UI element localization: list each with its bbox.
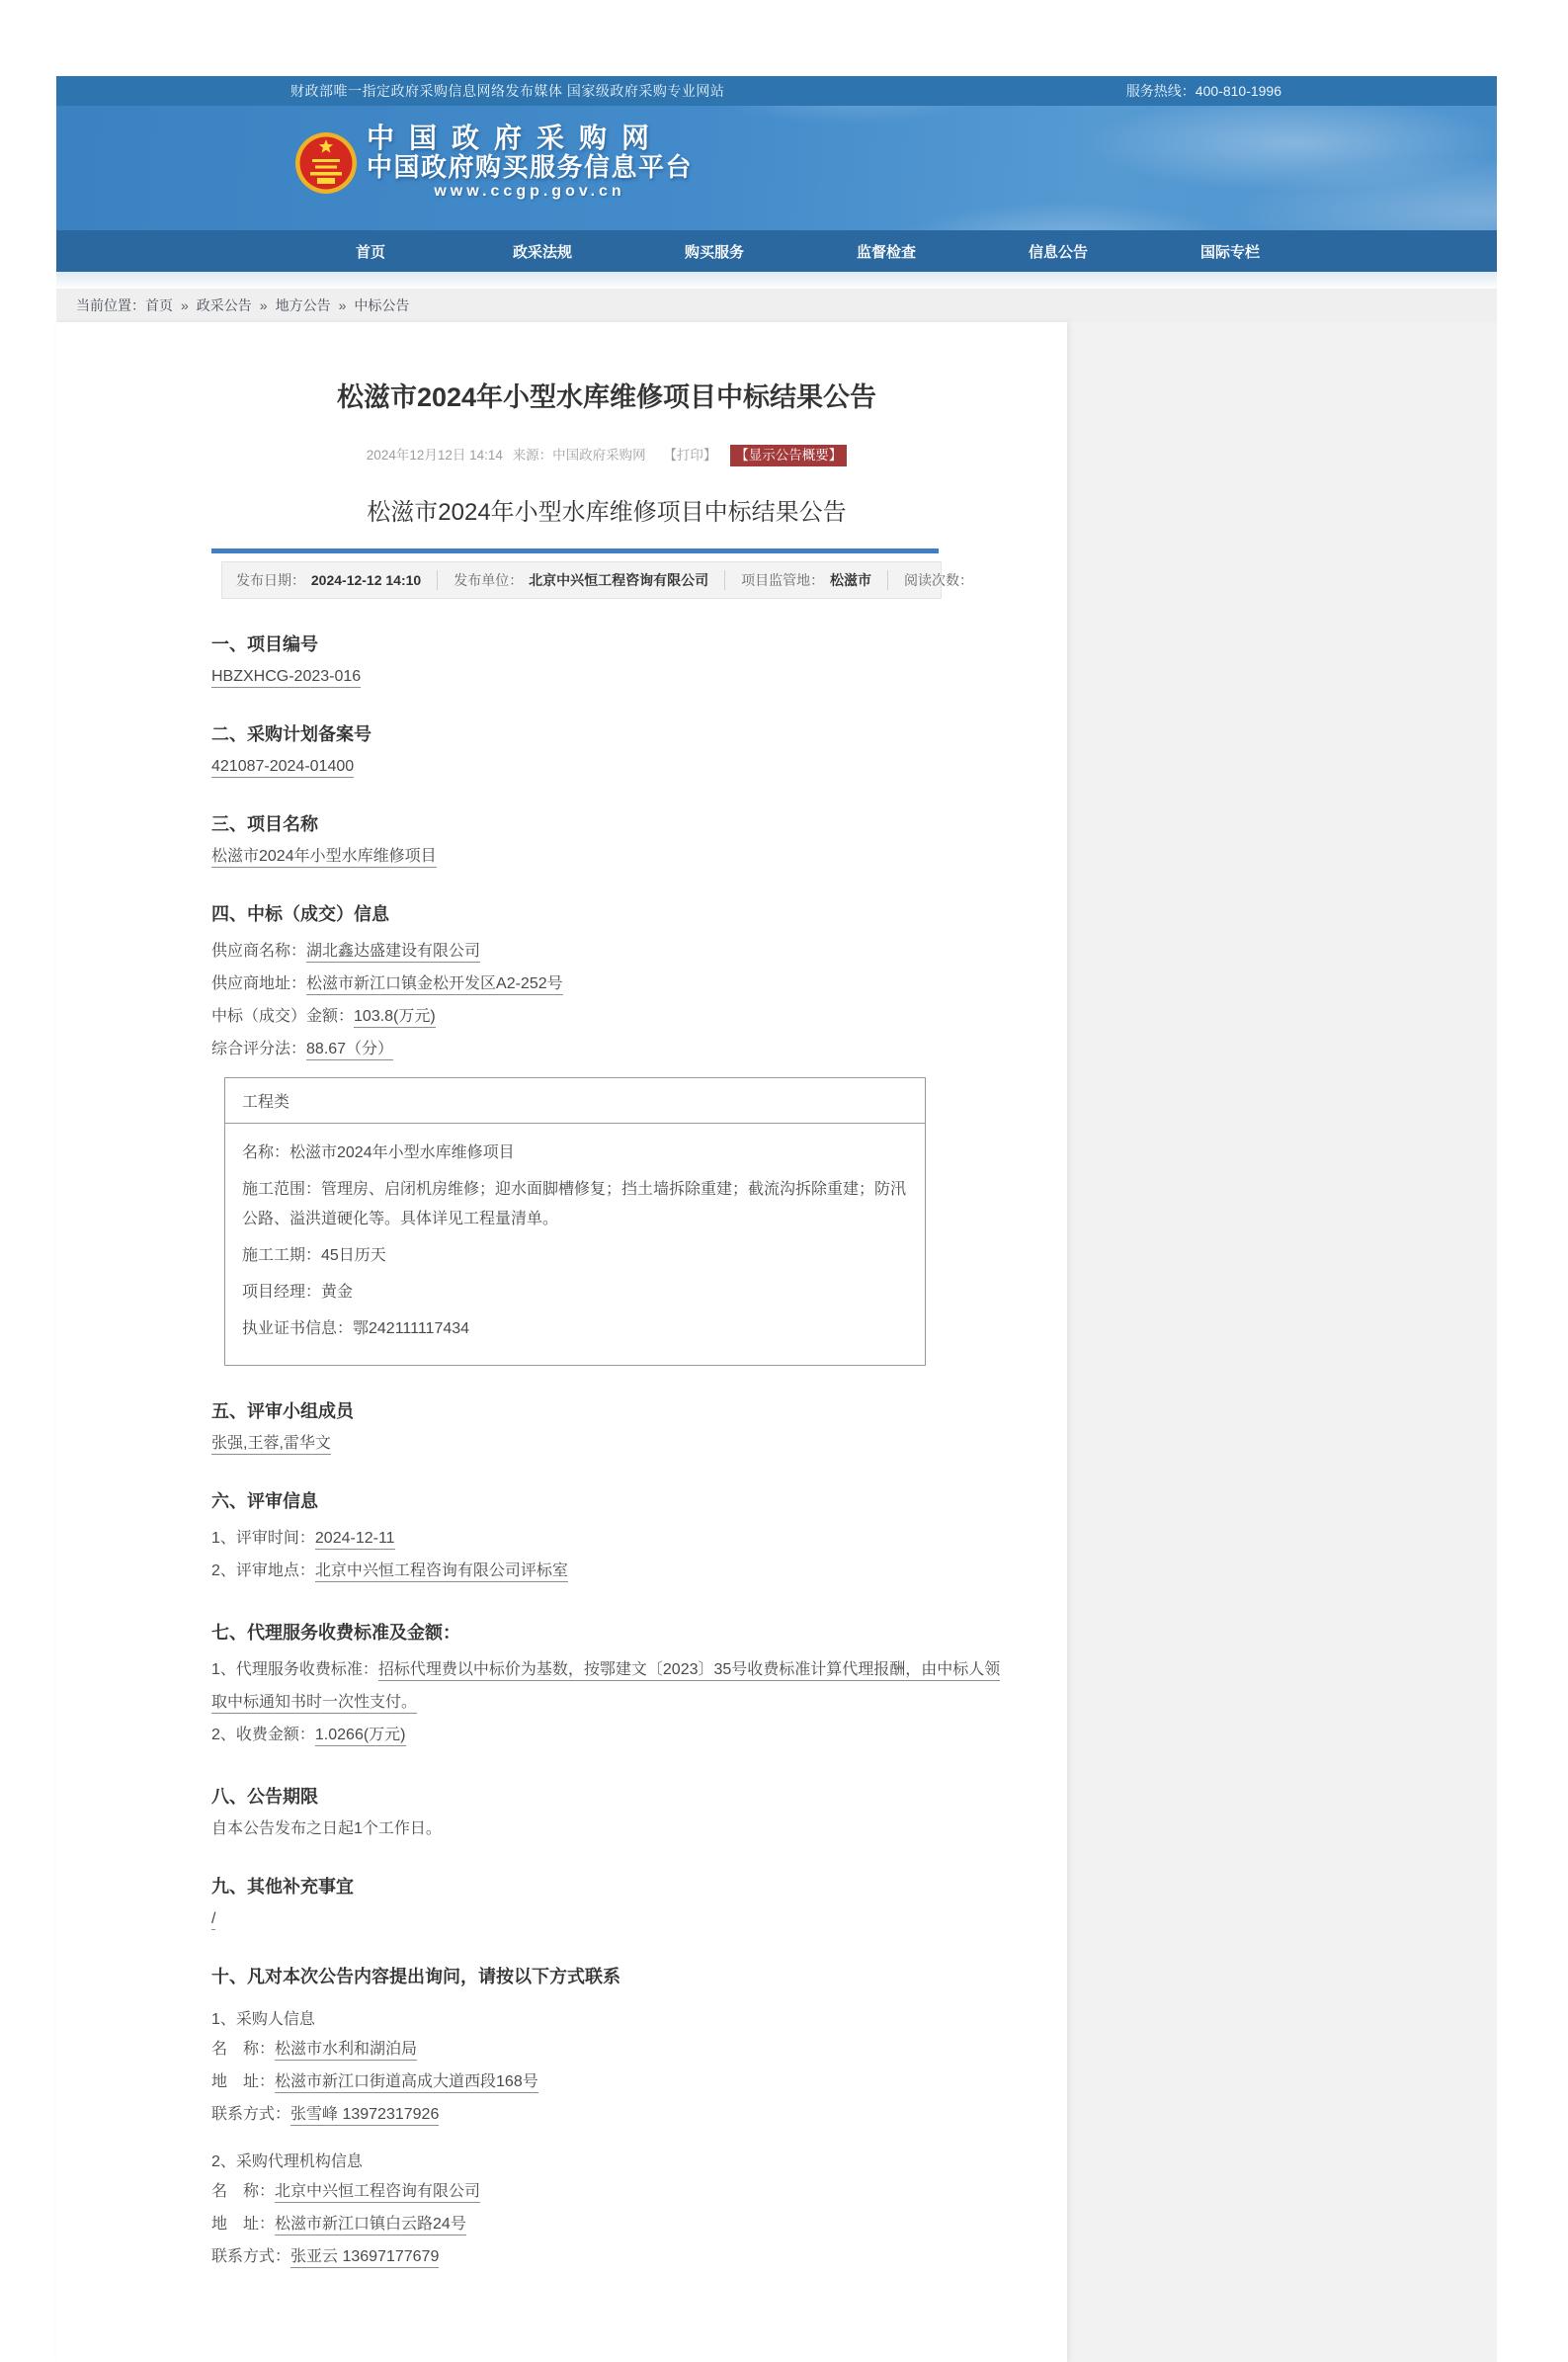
site-subtitle: 中国政府购买服务信息平台 — [367, 152, 694, 182]
breadcrumb-link-local-notices[interactable]: 地方公告 — [275, 297, 331, 313]
show-summary-button[interactable]: 【显示公告概要】 — [730, 445, 847, 466]
purchaser-contact-row: 联系方式：张雪峰 13972317926 — [211, 2098, 1002, 2131]
section-other-matters — [211, 1875, 1002, 1931]
score-row: 综合评分法：88.67（分） — [211, 1033, 1002, 1065]
review-time-value: 2024-12-11 — [315, 1530, 395, 1550]
fee-standard-value: 招标代理费以中标价为基数，按鄂建文〔2023〕35号收费标准计算代理报酬，由中标人领取中标通知书时一次性支付。 — [211, 1661, 1000, 1714]
purchaser-address-value: 松滋市新江口街道高成大道西段168号 — [275, 2073, 538, 2093]
section-project-name — [211, 812, 1002, 869]
section-heading: 四、中标（成交）信息 — [211, 904, 389, 924]
section-award-info — [211, 902, 1002, 1366]
plan-number-value: 421087-2024-01400 — [211, 758, 354, 778]
supplier-name-row: 供应商名称：湖北鑫达盛建设有限公司 — [211, 935, 1002, 968]
purchaser-name-row: 名 称：松滋市水利和湖泊局 — [211, 2033, 1002, 2066]
announcement-subtitle: 松滋市2024年小型水库维修项目中标结果公告 — [367, 499, 847, 526]
agency-address-row: 地 址：松滋市新江口镇白云路24号 — [211, 2208, 1002, 2240]
section-review-team — [211, 1399, 1002, 1456]
supplier-address-row: 供应商地址：松滋市新江口镇金松开发区A2-252号 — [211, 968, 1002, 1000]
review-place-value: 北京中兴恒工程咨询有限公司评标室 — [315, 1562, 568, 1582]
section-review-info — [211, 1489, 1002, 1587]
section-project-number — [211, 633, 1002, 689]
section-heading: 十、凡对本次公告内容提出询问，请按以下方式联系 — [211, 1967, 620, 1986]
notice-period-text: 自本公告发布之日起1个工作日。 — [211, 1820, 442, 1837]
agency-name-value: 北京中兴恒工程咨询有限公司 — [275, 2183, 480, 2203]
announcement-meta — [211, 444, 1002, 464]
nav-bottom-gradient — [56, 272, 1497, 289]
national-emblem-icon — [294, 131, 358, 195]
section-plan-number — [211, 722, 1002, 779]
page-container — [56, 76, 1497, 2362]
project-number-value: HBZXHCG-2023-016 — [211, 668, 361, 688]
main-nav — [56, 230, 1497, 272]
nav-item-regulations[interactable]: 政采法规 — [512, 243, 572, 261]
info-value: 松滋市 — [829, 572, 871, 588]
breadcrumb-link-procurement-notices[interactable]: 政采公告 — [196, 297, 252, 313]
section-heading: 一、项目编号 — [211, 634, 318, 654]
breadcrumb — [56, 289, 1497, 322]
purchaser-name-value: 松滋市水利和湖泊局 — [275, 2041, 417, 2061]
section-heading: 三、项目名称 — [211, 814, 318, 834]
source-label: 来源：中国政府采购网 — [512, 448, 646, 463]
site-url: www.ccgp.gov.cn — [434, 183, 625, 200]
breadcrumb-link-award-notices[interactable]: 中标公告 — [354, 297, 410, 313]
info-value: 2024-12-12 14:10 — [310, 572, 422, 588]
agency-name-row: 名 称：北京中兴恒工程咨询有限公司 — [211, 2175, 1002, 2208]
breadcrumb-separator: » — [181, 297, 189, 313]
info-value: 北京中兴恒工程咨询有限公司 — [529, 572, 709, 588]
project-name-value: 松滋市2024年小型水库维修项目 — [211, 848, 437, 868]
section-agency-fee — [211, 1621, 1002, 1751]
purchaser-group-title: 1、采购人信息 — [211, 2011, 315, 2028]
works-table-body — [225, 1124, 925, 1365]
page-gray-filler — [1067, 322, 1497, 2362]
nav-item-purchase-services[interactable]: 购买服务 — [684, 243, 744, 261]
agency-group-title: 2、采购代理机构信息 — [211, 2153, 363, 2170]
topbar — [56, 76, 1497, 106]
breadcrumb-link-home[interactable]: 首页 — [145, 297, 173, 313]
section-heading: 八、公告期限 — [211, 1787, 318, 1807]
breadcrumb-label: 当前位置： — [76, 297, 145, 313]
info-label: 发布日期： — [236, 572, 305, 588]
title-divider — [211, 548, 939, 553]
award-amount-row: 中标（成交）金额：103.8(万元) — [211, 1000, 1002, 1033]
info-label: 阅读次数： — [903, 572, 973, 588]
other-matters-value: / — [211, 1910, 215, 1930]
review-place-row: 2、评审地点：北京中兴恒工程咨询有限公司评标室 — [211, 1555, 1002, 1587]
print-button[interactable]: 【打印】 — [663, 448, 717, 463]
publish-datetime: 2024年12月12日 14:14 — [366, 448, 503, 463]
fee-amount-row: 2、收费金额：1.0266(万元) — [211, 1719, 1002, 1751]
section-heading: 六、评审信息 — [211, 1491, 318, 1511]
purchaser-contact-value: 张雪峰 13972317926 — [290, 2106, 439, 2126]
breadcrumb-separator: » — [259, 297, 268, 313]
review-time-row: 1、评审时间：2024-12-11 — [211, 1522, 1002, 1555]
site-title: 中国政府采购网 — [367, 123, 665, 153]
hotline-text: 服务热线：400-810-1996 — [1125, 83, 1281, 99]
works-table-line: 施工范围：管理房、启闭机房维修；迎水面脚槽修复；挡土墙拆除重建；截流沟拆除重建；防汛公路、溢洪道硬化等。具体详见工程量清单。 — [242, 1181, 907, 1227]
fee-standard-row: 1、代理服务收费标准：招标代理费以中标价为基数，按鄂建文〔2023〕35号收费标准计算代理报酬，由中标人领取中标通知书时一次性支付。 — [211, 1653, 1002, 1719]
nav-item-supervision[interactable]: 监督检查 — [856, 243, 916, 261]
info-item-supervision-region — [724, 570, 887, 590]
info-label: 项目监管地： — [741, 572, 825, 588]
agency-contact-value: 张亚云 13697177679 — [290, 2248, 439, 2268]
works-table-line: 名称：松滋市2024年小型水库维修项目 — [242, 1144, 515, 1161]
agency-address-value: 松滋市新江口镇白云路24号 — [275, 2216, 466, 2235]
info-label: 发布单位： — [454, 572, 524, 588]
nav-item-announcements[interactable]: 信息公告 — [1028, 243, 1088, 261]
works-table-line: 施工工期：45日历天 — [242, 1247, 386, 1264]
works-table — [224, 1077, 926, 1366]
info-item-publish-date — [222, 570, 437, 590]
info-item-read-count — [887, 570, 991, 590]
breadcrumb-separator: » — [338, 297, 347, 313]
works-table-line: 执业证书信息：鄂242111117434 — [242, 1320, 470, 1337]
info-item-publish-unit — [437, 570, 724, 590]
agency-contact-row: 联系方式：张亚云 13697177679 — [211, 2240, 1002, 2273]
section-heading: 五、评审小组成员 — [211, 1401, 354, 1421]
site-name-block — [367, 124, 693, 202]
works-table-header: 工程类 — [225, 1078, 925, 1124]
nav-item-international[interactable]: 国际专栏 — [1199, 243, 1260, 261]
topbar-tagline: 财政部唯一指定政府采购信息网络发布媒体 国家级政府采购专业网站 — [290, 83, 725, 99]
section-heading: 九、其他补充事宜 — [211, 1877, 354, 1897]
main-area — [56, 322, 1497, 2362]
supplier-name-value: 湖北鑫达盛建设有限公司 — [306, 943, 480, 963]
works-table-line: 项目经理：黄金 — [242, 1284, 354, 1301]
supplier-address-value: 松滋市新江口镇金松开发区A2-252号 — [306, 975, 563, 995]
award-amount-value: 103.8(万元) — [354, 1008, 436, 1028]
section-heading: 七、代理服务收费标准及金额： — [211, 1623, 460, 1643]
announcement-title: 松滋市2024年小型水库维修项目中标结果公告 — [336, 382, 877, 412]
content-card — [56, 322, 1067, 2362]
section-contacts — [211, 1965, 1002, 2273]
section-heading: 二、采购计划备案号 — [211, 724, 371, 744]
fee-amount-value: 1.0266(万元) — [315, 1727, 406, 1746]
section-notice-period — [211, 1785, 1002, 1841]
purchaser-address-row: 地 址：松滋市新江口街道高成大道西段168号 — [211, 2066, 1002, 2098]
score-value: 88.67（分） — [306, 1041, 393, 1060]
site-header — [56, 106, 1497, 230]
info-bar — [221, 561, 973, 599]
nav-item-home[interactable]: 首页 — [355, 243, 385, 261]
site-logo[interactable] — [294, 124, 693, 202]
review-team-value: 张强,王蓉,雷华文 — [211, 1435, 331, 1455]
